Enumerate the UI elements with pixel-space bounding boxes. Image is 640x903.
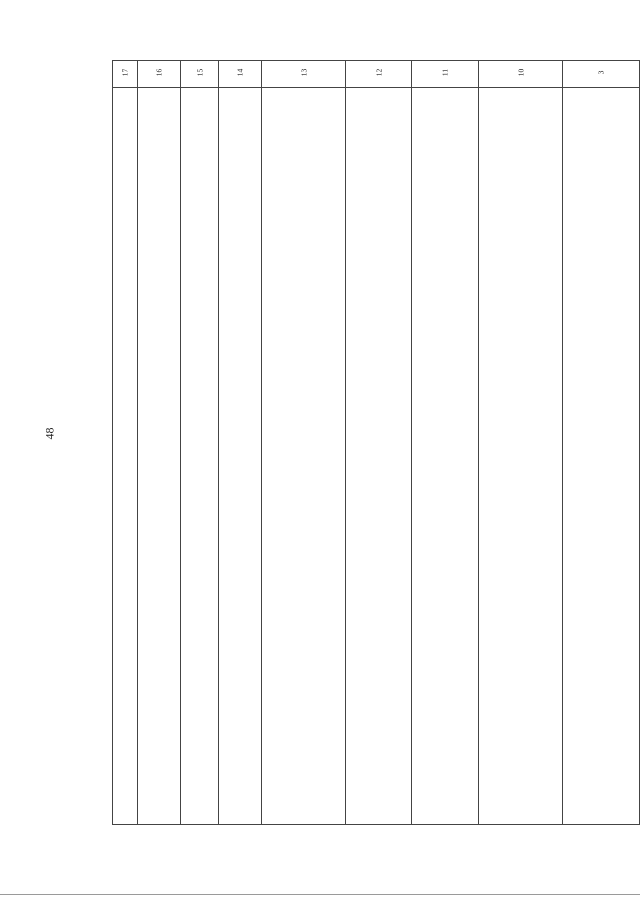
page-number: 48 — [42, 427, 57, 440]
value-row-divider — [479, 88, 563, 824]
header-row — [113, 61, 640, 88]
value-row-divider — [113, 88, 138, 824]
value-cell — [113, 88, 138, 825]
budget-table-rotated — [112, 60, 625, 822]
value-row-divider — [138, 88, 181, 824]
header-cell-10: 10 — [479, 61, 563, 88]
value-row-divider — [346, 88, 412, 824]
header-cell-17: 17 — [113, 61, 138, 88]
value-cell — [219, 88, 262, 825]
header-cell-11: 11 — [412, 61, 479, 88]
header-cell-3: 3 — [563, 61, 640, 88]
value-row-divider — [219, 88, 262, 824]
value-row-divider — [412, 88, 479, 824]
expense-row-spacer — [563, 88, 640, 824]
value-cell — [346, 88, 412, 825]
value-row-divider — [262, 88, 346, 824]
header-cell-12: 12 — [346, 61, 412, 88]
value-cell — [412, 88, 479, 825]
value-cell — [479, 88, 563, 825]
header-cell-16: 16 — [138, 61, 181, 88]
header-cell-14: 14 — [219, 61, 262, 88]
body-row — [113, 88, 640, 825]
value-cell — [262, 88, 346, 825]
value-cell — [181, 88, 219, 825]
value-cell — [138, 88, 181, 825]
col-3-text-cell — [563, 88, 640, 825]
value-row-divider — [181, 88, 219, 824]
header-cell-13: 13 — [262, 61, 346, 88]
budget-table — [112, 60, 640, 825]
header-cell-15: 15 — [181, 61, 219, 88]
page-bottom-line — [0, 894, 640, 895]
